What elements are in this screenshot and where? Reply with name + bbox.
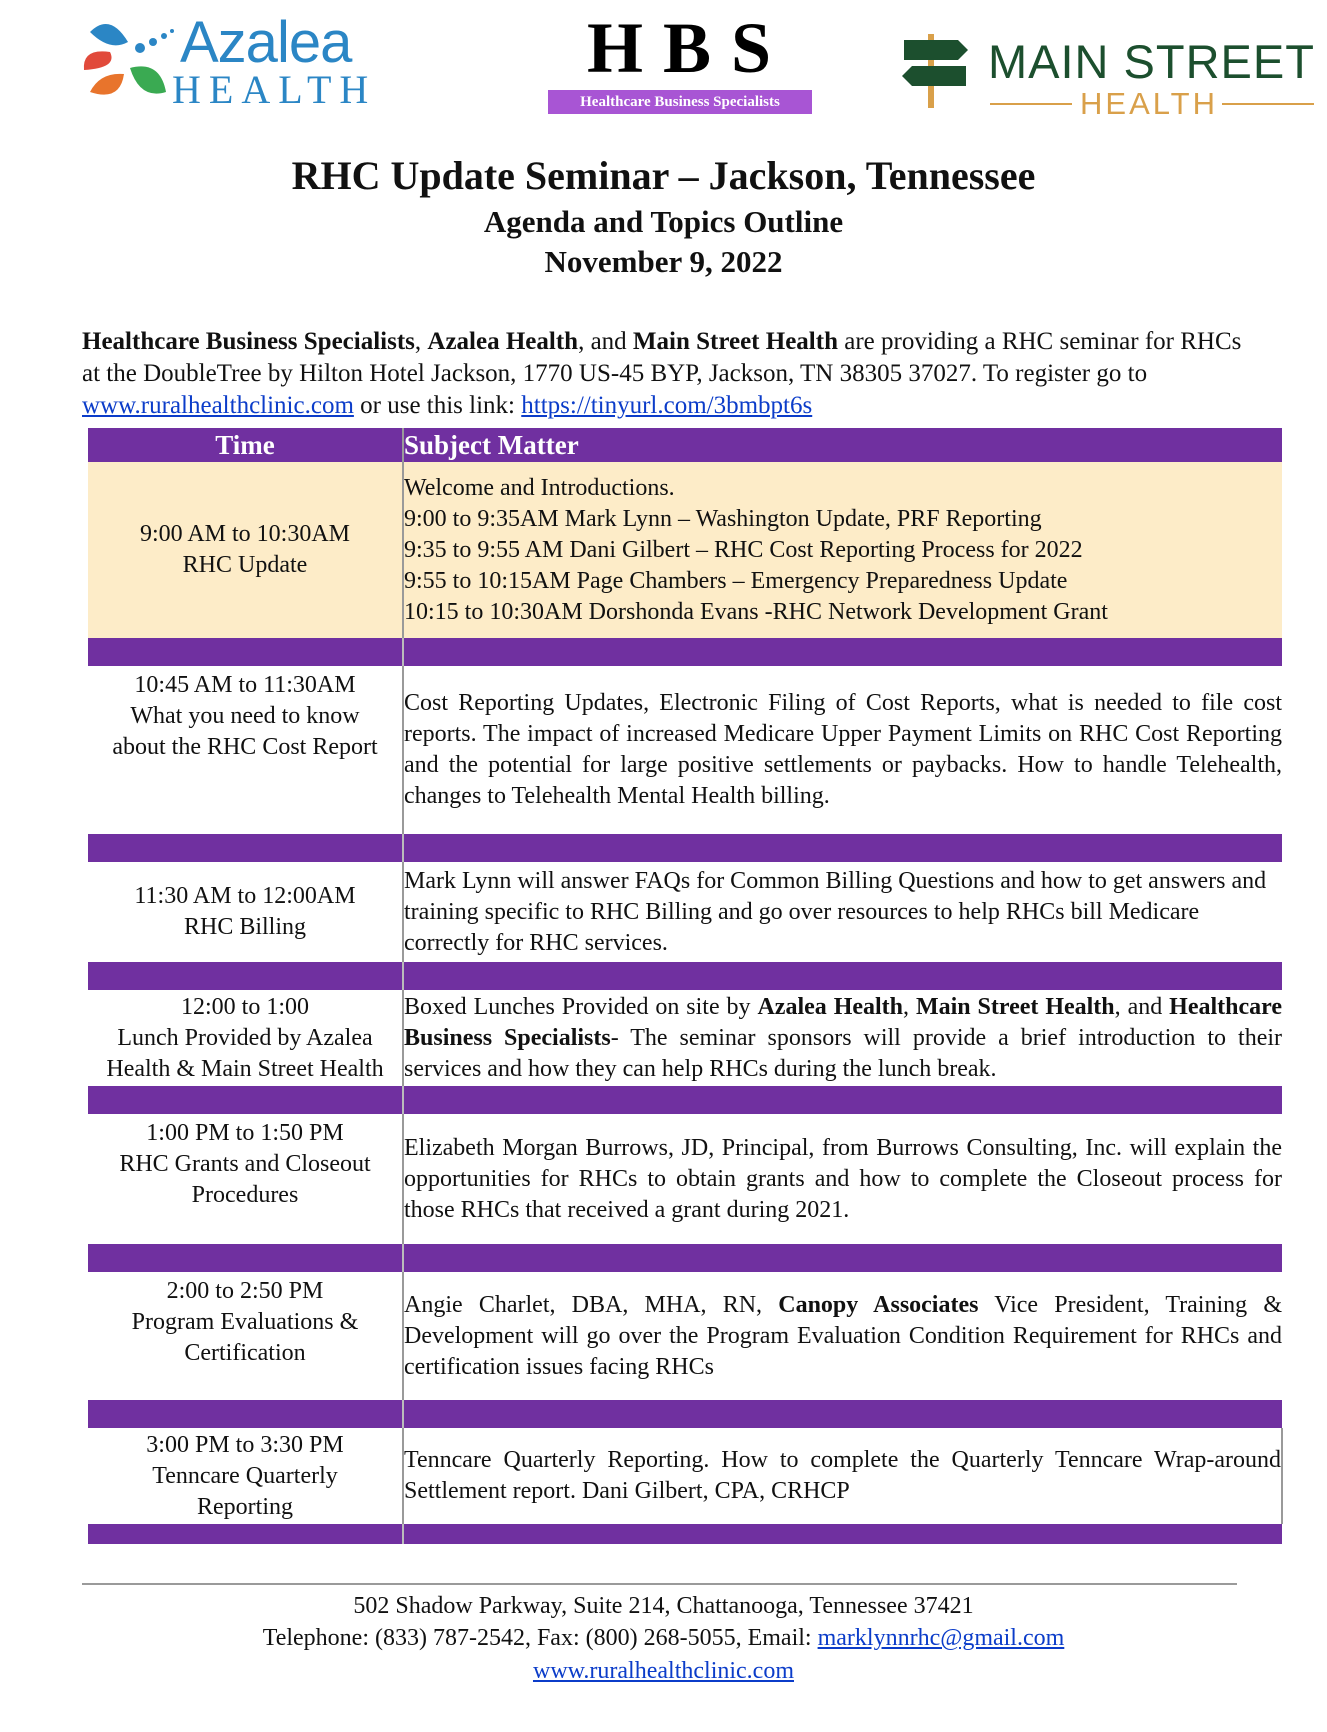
session-title: Certification bbox=[184, 1340, 306, 1366]
session-title: Health & Main Street Health bbox=[106, 1055, 384, 1082]
session-title: Tenncare Quarterly bbox=[152, 1462, 338, 1489]
time-range: 9:00 AM to 10:30AM bbox=[139, 521, 351, 547]
separator-row bbox=[88, 1244, 1282, 1272]
subject-cell bbox=[403, 990, 1282, 1086]
session-title: RHC Grants and Closeout bbox=[119, 1151, 371, 1177]
subject-cell: Tenncare Quarterly Reporting. How to complete the Quarterly Tenncare Wrap-around Settlement report. Dani Gilbert, CPA, CRHCP bbox=[403, 1428, 1282, 1524]
session-title: RHC Update bbox=[182, 552, 308, 578]
subject-cell: Cost Reporting Updates, Electronic Filing of Cost Reports, what is needed to file cost reports. The impact of increased Medicare Upper Payment Limits on RHC Cost Reporting and the potential for large positive settlements or paybacks. How to handle Telehealth, changes to Telehealth Mental Health billing. bbox=[404, 690, 1282, 809]
email-link[interactable]: marklynnrhc@gmail.com bbox=[817, 1625, 1065, 1651]
agenda-table bbox=[88, 428, 1283, 1544]
column-header-time: Time bbox=[88, 428, 403, 462]
table-row bbox=[88, 666, 1282, 834]
table-row bbox=[88, 990, 1282, 1086]
column-header-subject: Subject Matter bbox=[403, 428, 1282, 462]
table-row bbox=[88, 1428, 1282, 1524]
time-range: 1:00 PM to 1:50 PM bbox=[146, 1120, 344, 1146]
session-title: about the RHC Cost Report bbox=[112, 734, 378, 760]
azalea-subtitle: HEALTH bbox=[172, 67, 377, 112]
agenda-item: Welcome and Introductions. bbox=[404, 474, 675, 501]
table-row bbox=[88, 1272, 1282, 1400]
divider-line bbox=[990, 103, 1072, 105]
subject-text: Vice President, Training & Development will go over the Program Evaluation Condition Requirement for RHCs and certification issues facing RHCs bbox=[404, 1291, 1282, 1380]
time-cell bbox=[88, 462, 403, 638]
intro-paragraph bbox=[82, 326, 1242, 422]
footer-contact bbox=[0, 1625, 1327, 1652]
street-sign-icon bbox=[900, 28, 970, 108]
separator-row bbox=[88, 962, 1282, 990]
time-range: 12:00 to 1:00 bbox=[180, 993, 309, 1020]
org-name: Azalea Health bbox=[427, 328, 579, 355]
time-cell bbox=[88, 666, 403, 834]
separator-row bbox=[88, 1086, 1282, 1114]
session-title: Lunch Provided by Azalea bbox=[117, 1024, 373, 1051]
footer-address: 502 Shadow Parkway, Suite 214, Chattanooga, Tennessee 37421 bbox=[353, 1593, 974, 1619]
intro-text: , bbox=[414, 328, 428, 355]
intro-text: or use this link: bbox=[353, 392, 522, 419]
table-row bbox=[88, 462, 1282, 638]
agenda-item: 9:35 to 9:55 AM Dani Gilbert – RHC Cost Reporting Process for 2022 bbox=[404, 536, 1083, 563]
org-name: Azalea Health bbox=[757, 993, 904, 1020]
separator-row bbox=[88, 638, 1282, 666]
subject-text: Boxed Lunches Provided on site by bbox=[404, 993, 758, 1020]
intro-text: , and bbox=[578, 328, 633, 355]
org-name: Healthcare Business Specialists bbox=[404, 993, 1283, 1051]
agenda-item: 9:55 to 10:15AM Page Chambers – Emergency Preparedness Update bbox=[404, 567, 1068, 594]
hbs-letters: HBS bbox=[586, 8, 792, 88]
time-cell bbox=[88, 1114, 403, 1244]
time-range: 2:00 to 2:50 PM bbox=[166, 1278, 324, 1304]
subject-cell: Elizabeth Morgan Burrows, JD, Principal, from Burrows Consulting, Inc. will explain the opportunities for RHCs to obtain grants and how to complete the Closeout process for those RHCs that received a grant during 2021. bbox=[404, 1134, 1282, 1223]
subject-cell bbox=[403, 1272, 1282, 1400]
azalea-flower-icon bbox=[80, 12, 180, 112]
session-title: Program Evaluations & bbox=[131, 1309, 359, 1335]
subject-text: , bbox=[903, 993, 916, 1020]
hbs-tagline: Healthcare Business Specialists bbox=[548, 90, 812, 114]
website-link[interactable]: www.ruralhealthclinic.com bbox=[82, 392, 354, 419]
time-cell bbox=[88, 990, 403, 1086]
page-subtitle: Agenda and Topics Outline bbox=[483, 204, 844, 239]
agenda-item: 9:00 to 9:35AM Mark Lynn – Washington Update, PRF Reporting bbox=[404, 505, 1042, 532]
separator-row bbox=[88, 1400, 1282, 1428]
hbs-logo bbox=[548, 8, 812, 112]
session-title: What you need to know bbox=[130, 703, 360, 729]
time-cell bbox=[88, 1272, 403, 1400]
time-range: 3:00 PM to 3:30 PM bbox=[146, 1431, 344, 1458]
subject-text: Angie Charlet, DBA, MHA, RN, bbox=[404, 1291, 779, 1318]
subject-cell bbox=[403, 462, 1282, 638]
contact-text: Telephone: (833) 787-2542, Fax: (800) 268-5055, Email: bbox=[262, 1625, 818, 1651]
session-title: Procedures bbox=[191, 1182, 299, 1208]
table-row bbox=[88, 862, 1282, 962]
azalea-wordmark: Azalea bbox=[180, 10, 352, 75]
intro-text: are providing a RHC seminar for RHCs at the DoubleTree by Hilton Hotel Jackson, 1770 US-45 BYP, Jackson, TN 38305 37027. To register go to bbox=[82, 328, 1242, 387]
main-street-wordmark: MAIN STREET bbox=[988, 35, 1315, 88]
org-name: Canopy Associates bbox=[778, 1291, 979, 1318]
subject-text: - The seminar sponsors will provide a brief introduction to their services and how they can help RHCs during the lunch break. bbox=[404, 1024, 1283, 1082]
org-name: Main Street Health bbox=[915, 993, 1115, 1020]
logo-bar bbox=[0, 0, 1327, 125]
azalea-health-logo bbox=[80, 12, 380, 112]
page-title: RHC Update Seminar – Jackson, Tennessee bbox=[291, 153, 1036, 198]
website-link[interactable]: www.ruralhealthclinic.com bbox=[532, 1658, 794, 1684]
time-range: 10:45 AM to 11:30AM bbox=[134, 672, 356, 698]
time-cell bbox=[88, 1428, 403, 1524]
separator-row bbox=[88, 1524, 1282, 1544]
footer-website bbox=[0, 1658, 1327, 1685]
footer-divider bbox=[82, 1583, 1237, 1585]
session-title: RHC Billing bbox=[183, 914, 307, 940]
org-name: Main Street Health bbox=[632, 328, 838, 355]
subject-text: , and bbox=[1114, 993, 1170, 1020]
time-range: 11:30 AM to 12:00AM bbox=[134, 883, 356, 909]
subject-cell: Mark Lynn will answer FAQs for Common Billing Questions and how to get answers and training specific to RHC Billing and go over resources to help RHCs bill Medicare correctly for RHC services. bbox=[404, 867, 1267, 956]
separator-row bbox=[88, 834, 1282, 862]
org-name: Healthcare Business Specialists bbox=[82, 328, 415, 355]
time-cell bbox=[88, 862, 403, 962]
divider-line bbox=[1222, 103, 1314, 105]
main-street-health-logo bbox=[900, 28, 1320, 121]
agenda-item: 10:15 to 10:30AM Dorshonda Evans -RHC Network Development Grant bbox=[404, 598, 1108, 625]
event-date: November 9, 2022 bbox=[544, 244, 783, 279]
session-title: Reporting bbox=[197, 1493, 293, 1520]
registration-link[interactable]: https://tinyurl.com/3bmbpt6s bbox=[521, 392, 813, 419]
table-header-row bbox=[88, 428, 1282, 462]
table-row bbox=[88, 1114, 1282, 1244]
main-street-subtitle: HEALTH bbox=[1080, 86, 1219, 121]
